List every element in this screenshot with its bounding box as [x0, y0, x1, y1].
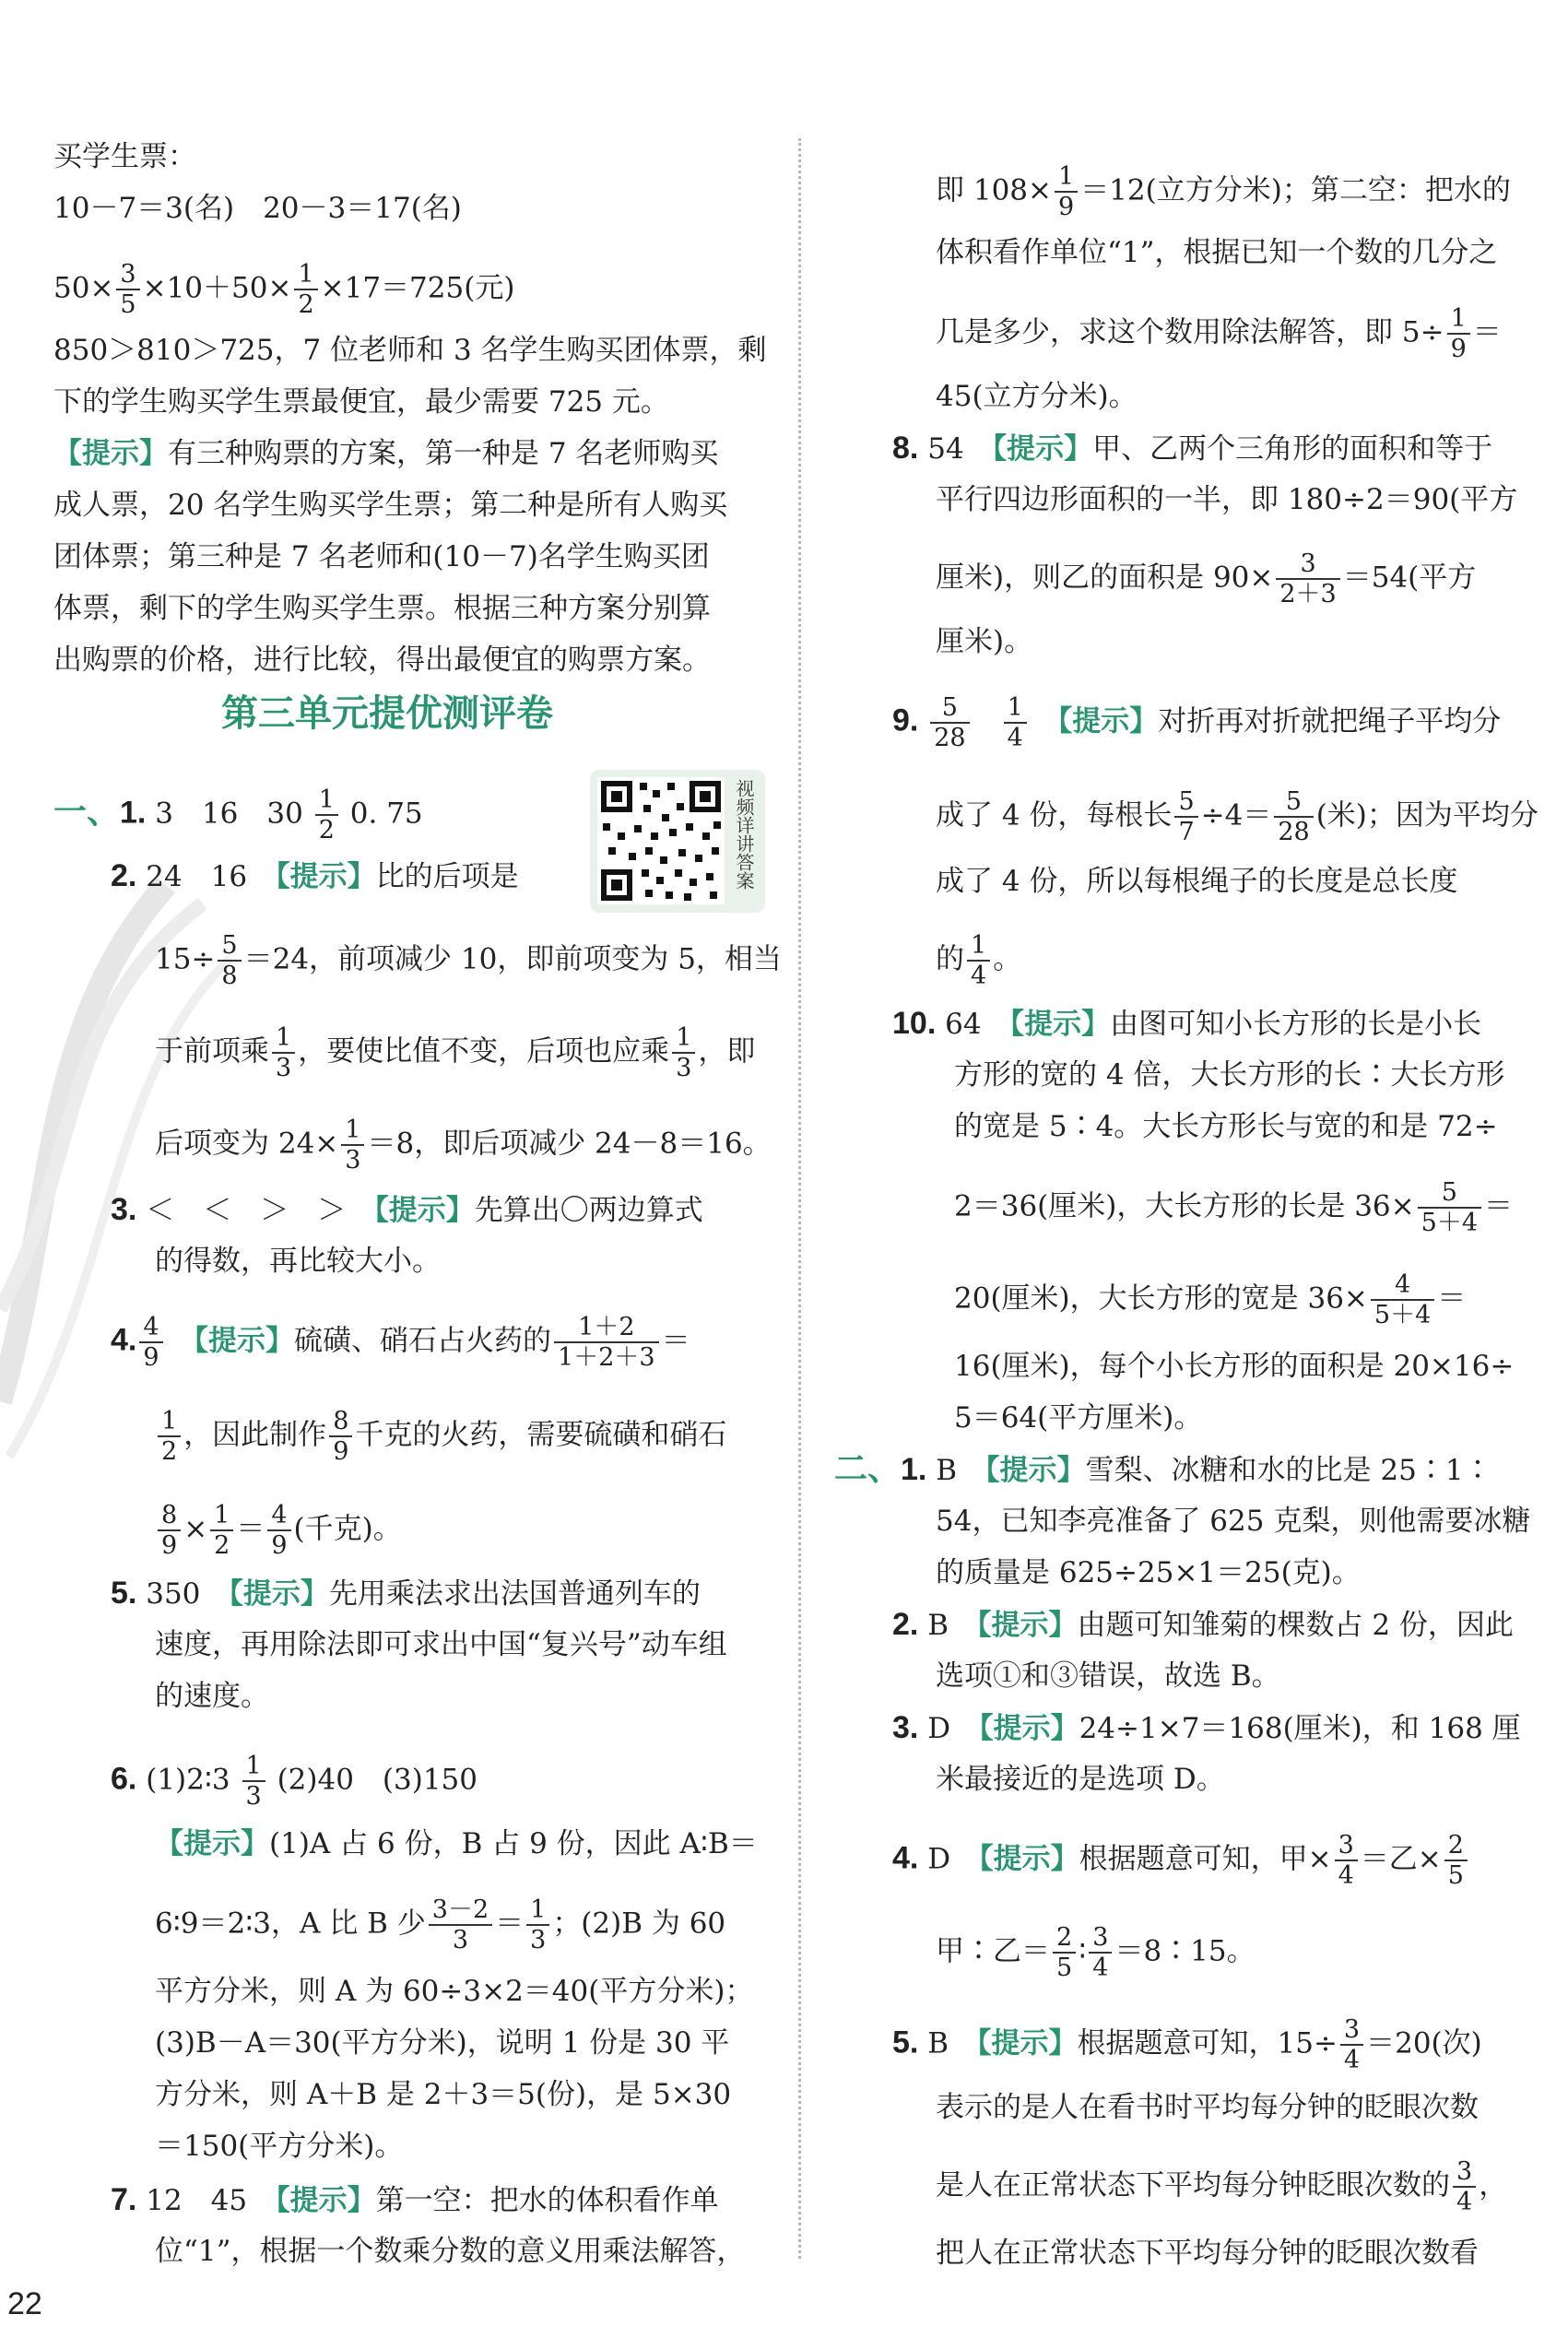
text-line: 16(厘米)，每个小长方形的面积是 20×16÷: [954, 1350, 1515, 1383]
text-line: 下的学生购买学生票最便宜，最少需要 725 元。: [53, 385, 669, 419]
fraction: $\frac{3}{4}$: [1089, 1923, 1112, 1982]
fraction: $\frac{4}{5+4}$: [1371, 1270, 1434, 1329]
fraction: $\frac{3}{5}$: [116, 260, 139, 319]
equation-line: 20(厘米)，大长方形的宽是 36× $\frac{4}{5+4}$ ＝: [954, 1270, 1467, 1329]
fraction: $\frac{3}{4}$: [1453, 2157, 1476, 2216]
text-line: 厘米)。: [936, 625, 1033, 658]
fraction: $\frac{3}{2+3}$: [1276, 549, 1339, 608]
fraction: $\frac{3}{4}$: [1335, 1831, 1358, 1890]
equation-line: 即 108× $\frac{1}{9}$ ＝12(立方分米)；第二空：把水的: [936, 162, 1511, 221]
answer-line: 4. $\frac{4}{9}$ 【提示】硫磺、硝石占火药的 $\frac{1+2}{1+2+3}$ ＝: [111, 1313, 690, 1372]
text-line: 体票，剩下的学生购买学生票。根据三种方案分别算: [53, 592, 711, 625]
equation-line: 的 $\frac{1}{4}$ 。: [936, 931, 1022, 990]
answer-line: 一、1. 3 16 30 $\frac{1}{2}$ 0. 75: [53, 785, 423, 844]
text-line: 54，已知李亮准备了 625 克梨，则他需要冰糖: [936, 1505, 1531, 1538]
equation-line: 2＝36(厘米)，大长方形的长是 36× $\frac{5}{5+4}$ ＝: [954, 1178, 1513, 1237]
equation-line: 是人在正常状态下平均每分钟眨眼次数的 $\frac{3}{4}$ ，: [936, 2157, 1508, 2216]
fraction: $\frac{1}{4}$: [967, 931, 990, 990]
section-title: 第三单元提优测评卷: [221, 692, 553, 735]
text-line: (3)B－A＝30(平方分米)，说明 1 份是 30 平: [155, 2026, 730, 2060]
text-line: ＝150(平方分米)。: [155, 2130, 404, 2163]
fraction: $\frac{5}{28}$: [1274, 787, 1313, 846]
text-line: 平方分米，则 A 为 60÷3×2＝40(平方分米)；: [155, 1975, 754, 2008]
equation-line: $\frac{1}{2}$ ，因此制作 $\frac{8}{9}$ 千克的火药，需要硫磺和硝石: [155, 1407, 726, 1466]
text-line: 体积看作单位“1”，根据已知一个数的几分之: [936, 236, 1498, 269]
text-line: 成了 4 份，所以每根绳子的长度是总长度: [936, 865, 1458, 898]
text-line: 5＝64(平方厘米)。: [954, 1401, 1203, 1435]
answer-line: 4. D 【提示】根据题意可知，甲× $\frac{3}{4}$ ＝乙× $\frac{2}{5}$: [892, 1831, 1470, 1890]
text-line: 10－7＝3(名) 20－3＝17(名): [53, 192, 462, 225]
fraction: $\frac{1}{3}$: [341, 1116, 364, 1175]
text-line: 选项①和③错误，故选 B。: [936, 1659, 1280, 1693]
answer-line: 2. B 【提示】由题可知雏菊的棵数占 2 份，因此: [892, 1607, 1514, 1642]
answer-line: 二、1. B 【提示】雪梨、冰糖和水的比是 25∶1∶: [834, 1450, 1492, 1488]
fraction: $\frac{1}{2}$: [294, 260, 317, 319]
text-line: 的宽是 5∶4。大长方形长与宽的和是 72÷: [954, 1110, 1498, 1143]
hint-line: 【提示】(1)A 占 6 份，B 占 9 份，因此 A∶B＝: [155, 1827, 758, 1860]
fraction: $\frac{1}{2}$: [315, 785, 338, 844]
answer-line: 2. 24 16 【提示】比的后项是: [111, 858, 519, 893]
text-line: 买学生票：: [53, 140, 196, 173]
fraction: $\frac{8}{9}$: [329, 1407, 352, 1466]
text-line: 平行四边形面积的一半，即 180÷2＝90(平方: [936, 483, 1518, 516]
answer-line: 9. $\frac{5}{28}$ $\frac{1}{4}$ 【提示】对折再对折就把绳子平均分: [892, 693, 1502, 752]
fraction: $\frac{1}{9}$: [1447, 304, 1470, 363]
equation-line: 于前项乘 $\frac{1}{3}$ ，要使比值不变，后项也应乘 $\frac{1}{3}$ ，即: [155, 1023, 756, 1082]
equation-line: $\frac{8}{9}$ × $\frac{1}{2}$ ＝ $\frac{4}{9}$ (千克)。: [155, 1501, 402, 1560]
fraction: $\frac{1}{3}$: [672, 1023, 695, 1082]
text-line: 把人在正常状态下平均每分钟的眨眼次数看: [936, 2237, 1479, 2270]
text-line: 出购票的价格，进行比较，得出最便宜的购票方案。: [53, 643, 711, 677]
equation-line: 几是多少，求这个数用除法解答，即 5÷ $\frac{1}{9}$ ＝: [936, 304, 1502, 363]
text-line: 的速度。: [155, 1680, 269, 1713]
equation-line: 6∶9＝2∶3，A 比 B 少 $\frac{3-2}{3}$ ＝ $\frac{1}{3}$ ；(2)B 为 60: [155, 1895, 726, 1954]
text-line: 速度，再用除法即可求出中国“复兴号”动车组: [155, 1628, 727, 1661]
equation-line: 后项变为 24× $\frac{1}{3}$ ＝8，即后项减少 24－8＝16。: [155, 1116, 772, 1175]
equation-line: 甲∶乙＝ $\frac{2}{5}$ ∶ $\frac{3}{4}$ ＝8∶15。: [936, 1923, 1256, 1982]
fraction: $\frac{1}{3}$: [242, 1752, 265, 1811]
text-line: 45(立方分米)。: [936, 380, 1138, 413]
answer-line: 5. B 【提示】根据题意可知，15÷ $\frac{3}{4}$ ＝20(次): [892, 2015, 1482, 2074]
fraction: $\frac{1}{3}$: [272, 1023, 295, 1082]
equation-line: 成了 4 份，每根长 $\frac{5}{7}$ ÷4＝ $\frac{5}{28}$ (米)；因为平均分: [936, 787, 1539, 846]
fraction: $\frac{8}{9}$: [158, 1501, 181, 1560]
fraction: $\frac{3-2}{3}$: [429, 1895, 492, 1954]
hint-label: 【提示】: [53, 437, 168, 470]
fraction: $\frac{1}{2}$: [210, 1501, 233, 1560]
qr-label: 视频详讲答案: [733, 779, 755, 890]
fraction: $\frac{4}{9}$: [267, 1501, 290, 1560]
fraction: $\frac{1}{2}$: [158, 1407, 181, 1466]
answer-line: 3. D 【提示】24÷1×7＝168(厘米)，和 168 厘: [892, 1710, 1521, 1745]
answer-line: 7. 12 45 【提示】第一空：把水的体积看作单: [111, 2182, 719, 2217]
fraction: $\frac{1}{3}$: [526, 1895, 549, 1954]
fraction: $\frac{4}{9}$: [139, 1313, 162, 1372]
fraction: $\frac{3}{4}$: [1340, 2015, 1363, 2074]
column-divider: [798, 138, 801, 2259]
fraction: $\frac{1+2}{1+2+3}$: [554, 1313, 659, 1372]
text-line: 方形的宽的 4 倍，大长方形的长∶大长方形: [954, 1058, 1505, 1092]
fraction: $\frac{5}{8}$: [218, 931, 241, 990]
fraction: $\frac{1}{4}$: [1004, 693, 1027, 752]
text-line: 位“1”，根据一个数乘分数的意义用乘法解答，: [155, 2235, 746, 2268]
fraction: $\frac{5}{28}$: [930, 693, 969, 752]
answer-line: 6. (1)2∶3 $\frac{1}{3}$ (2)40 (3)150: [111, 1752, 478, 1811]
answer-line: 5. 350 【提示】先用乘法求出法国普通列车的: [111, 1576, 701, 1611]
text-line: 成人票，20 名学生购买学生票；第二种是所有人购买: [53, 489, 728, 522]
equation-line: 15÷ $\frac{5}{8}$ ＝24，前项减少 10，即前项变为 5，相当: [155, 931, 782, 990]
answer-line: 10. 64 【提示】由图可知小长方形的长是小长: [892, 1006, 1482, 1041]
fraction: $\frac{2}{5}$: [1053, 1923, 1076, 1982]
hint-line: 【提示】有三种购票的方案，第一种是 7 名老师购买: [53, 437, 719, 470]
answer-line: 3. ＜ ＜ ＞ ＞ 【提示】先算出〇两边算式: [111, 1192, 703, 1227]
qr-code-panel[interactable]: [590, 770, 765, 913]
fraction: $\frac{1}{9}$: [1055, 162, 1078, 221]
text-line: 团体票；第三种是 7 名老师和(10－7)名学生购买团: [53, 540, 710, 573]
text-line: 方分米，则 A＋B 是 2＋3＝5(份)，是 5×30: [155, 2078, 732, 2111]
text-line: 表示的是人在看书时平均每分钟的眨眼次数: [936, 2091, 1479, 2124]
qr-code-icon: [597, 777, 725, 904]
fraction: $\frac{2}{5}$: [1444, 1831, 1468, 1890]
fraction: $\frac{5}{5+4}$: [1418, 1178, 1481, 1237]
text-line: 的得数，再比较大小。: [155, 1245, 441, 1278]
equation-line: 厘米)，则乙的面积是 90× $\frac{3}{2+3}$ ＝54(平方: [936, 549, 1477, 608]
fraction: $\frac{5}{7}$: [1174, 787, 1197, 846]
answer-line: 8. 54 【提示】甲、乙两个三角形的面积和等于: [892, 431, 1493, 466]
text-line: 的质量是 625÷25×1＝25(克)。: [936, 1556, 1361, 1589]
equation-line: 50× $\frac{3}{5}$ ×10＋50× $\frac{1}{2}$ ×17＝725(元): [53, 260, 515, 319]
text-line: 米最接近的是选项 D。: [936, 1763, 1225, 1796]
text-line: 850＞810＞725，7 位老师和 3 名学生购买团体票，剩: [53, 334, 767, 367]
page-number: 22: [7, 2286, 42, 2321]
